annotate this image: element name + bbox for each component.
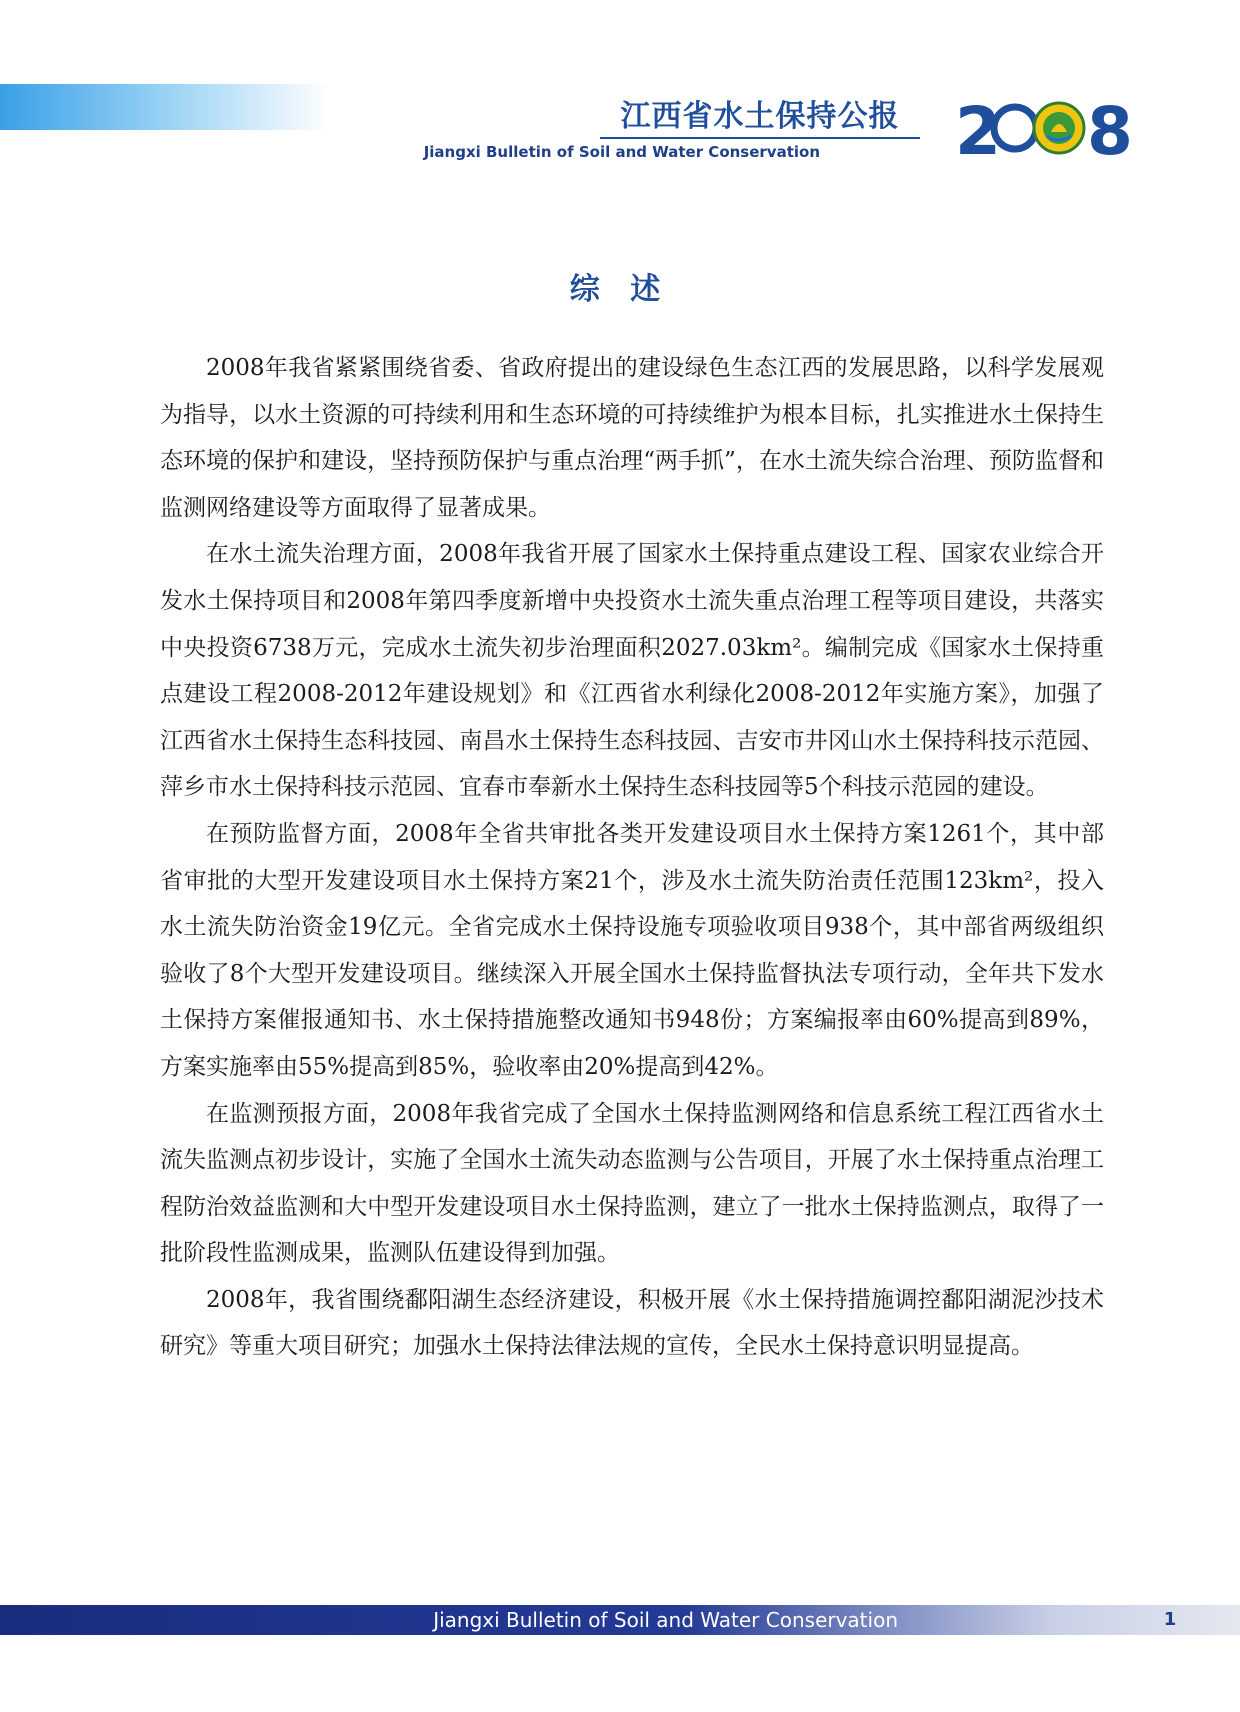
summary-body	[160, 345, 1104, 1370]
year-2008-logo	[955, 90, 1155, 162]
paragraph-poyang-research: 2008年，我省围绕鄱阳湖生态经济建设，积极开展《水土保持措施调控鄱阳湖泥沙技术研究》等重大项目研究；加强水土保持法律法规的宣传，全民水土保持意识明显提高。	[160, 1286, 1104, 1360]
logo-digit-right: 8	[1087, 93, 1133, 162]
bulletin-title: 江西省水土保持公报	[620, 99, 900, 134]
page-number: 1	[1163, 1609, 1177, 1630]
footer-caption	[0, 1605, 1090, 1635]
page-title: 综 述	[569, 272, 671, 307]
paragraph-prevention-supervision: 在预防监督方面，2008年全省共审批各类开发建设项目水土保持方案1261个，其中部省审批的大型开发建设项目水土保持方案21个，涉及水土流失防治责任范围123km²，投入水土流失防治资金19亿元。全省完成水土保持设施专项验收项目938个，其中部省两级组织验收了8个大型开发建设项目。继续深入开展全国水土保持监督执法专项行动，全年共下发水土保持方案催报通知书、水土保持措施整改通知书948份；方案编报率由60%提高到89%，方案实施率由55%提高到85%，验收率由20%提高到42%。	[160, 820, 1104, 1080]
paragraph-monitoring: 在监测预报方面，2008年我省完成了全国水土保持监测网络和信息系统工程江西省水土流失监测点初步设计，实施了全国水土流失动态监测与公告项目，开展了水土保持重点治理工程防治效益监测和大中型开发建设项目水土保持监测，建立了一批水土保持监测点，取得了一批阶段性监测成果，监测队伍建设得到加强。	[160, 1100, 1104, 1267]
header-divider	[600, 137, 920, 139]
header-gradient-band	[0, 84, 330, 130]
paragraph-overview: 2008年我省紧紧围绕省委、省政府提出的建设绿色生态江西的发展思路，以科学发展观为指导，以水土资源的可持续利用和生态环境的可持续维护为根本目标，扎实推进水土保持生态环境的保护和建设，坚持预防保护与重点治理“两手抓”，在水土流失综合治理、预防监督和监测网络建设等方面取得了显著成果。	[160, 355, 1104, 521]
paragraph-erosion-control: 在水土流失治理方面，2008年我省开展了国家水土保持重点建设工程、国家农业综合开发水土保持项目和2008年第四季度新增中央投资水土流失重点治理工程等项目建设，共落实中央投资6738万元，完成水土流失初步治理面积2027.03km²。编制完成《国家水土保持重点建设工程2008-2012年建设规划》和《江西省水利绿化2008-2012年实施方案》，加强了江西省水土保持生态科技园、南昌水土保持生态科技园、吉安市井冈山水土保持科技示范园、萍乡市水土保持科技示范园、宜春市奉新水土保持生态科技园等5个科技示范园的建设。	[160, 541, 1104, 801]
bulletin-subtitle: Jiangxi Bulletin of Soil and Water Conservation	[423, 143, 820, 161]
footer-caption-text: Jiangxi Bulletin of Soil and Water Conservation	[433, 1608, 898, 1632]
logo-digit-left: 2	[955, 93, 1001, 162]
